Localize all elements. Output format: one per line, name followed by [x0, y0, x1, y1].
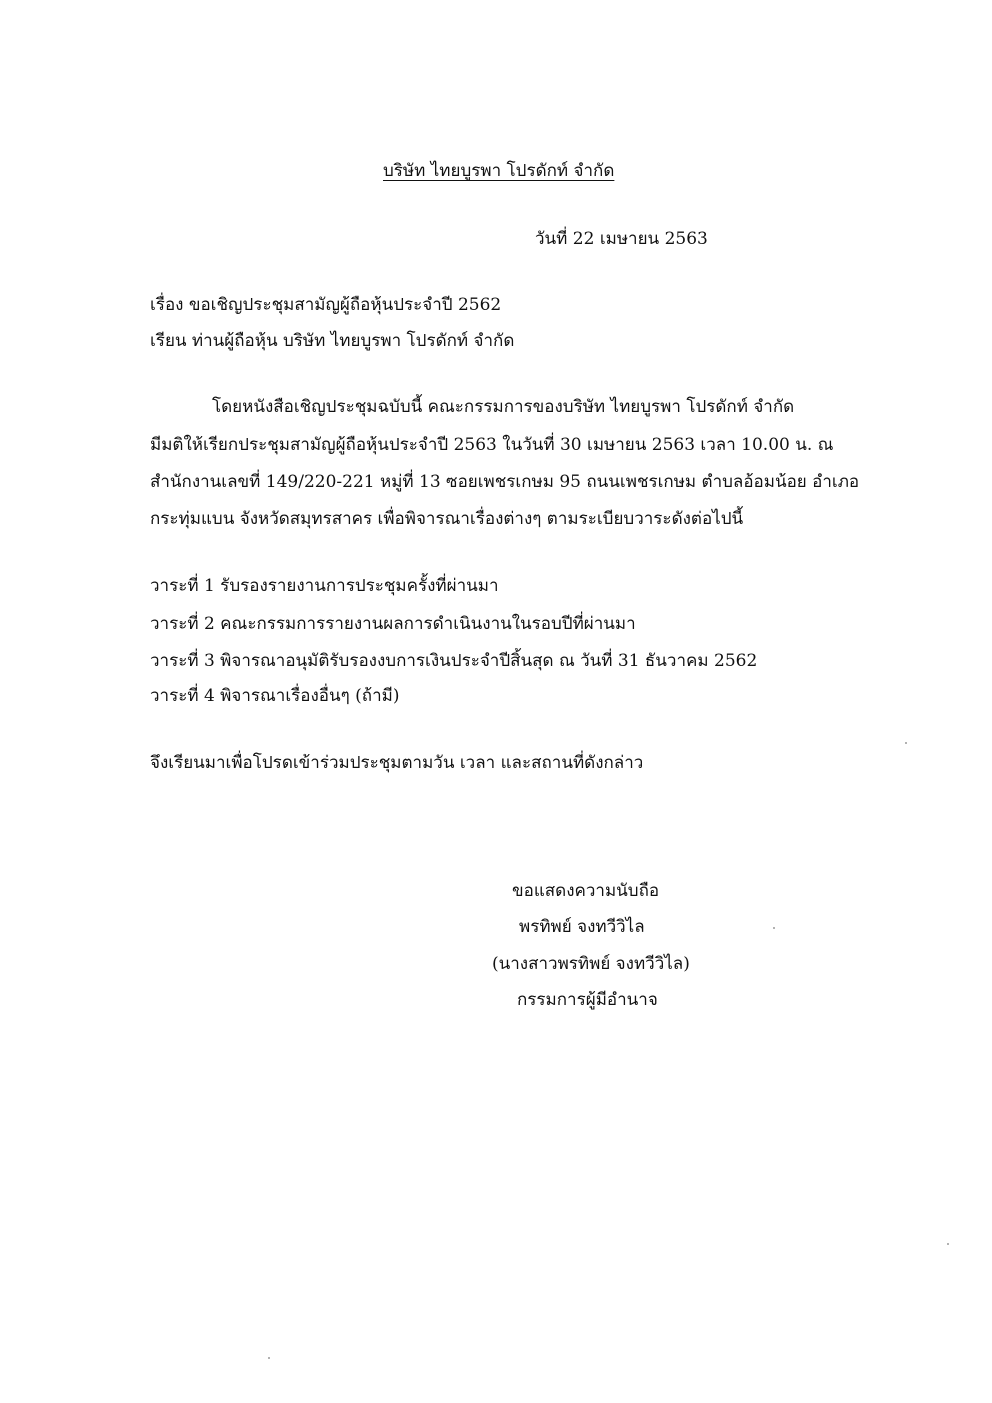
body-paragraph-line: มีมติให้เรียกประชุมสามัญผู้ถือหุ้นประจำปี 2563 ในวันที่ 30 เมษายน 2563 เวลา 10.00 น. ณ	[150, 435, 834, 455]
agenda-item: วาระที่ 1 รับรองรายงานการประชุมครั้งที่ผ่านมา	[150, 576, 499, 596]
letter-subject: เรื่อง ขอเชิญประชุมสามัญผู้ถือหุ้นประจำปี 2562	[150, 295, 502, 315]
scan-speck	[947, 1243, 949, 1245]
letter-recipient: เรียน ท่านผู้ถือหุ้น บริษัท ไทยบูรพา โปรดักท์ จำกัด	[150, 331, 515, 351]
signature-name: พรทิพย์ จงทวีวิไล	[519, 917, 645, 937]
body-paragraph-line: สำนักงานเลขที่ 149/220-221 หมู่ที่ 13 ซอยเพชรเกษม 95 ถนนเพชรเกษม ตำบลอ้อมน้อย อำเภอ	[150, 472, 860, 492]
company-title: บริษัท ไทยบูรพา โปรดักท์ จำกัด	[383, 161, 615, 181]
closing-sentence: จึงเรียนมาเพื่อโปรดเข้าร่วมประชุมตามวัน เวลา และสถานที่ดังกล่าว	[150, 753, 644, 773]
scan-speck	[773, 927, 775, 929]
scan-speck	[905, 742, 907, 744]
signature-regards: ขอแสดงความนับถือ	[512, 881, 660, 901]
letter-date: วันที่ 22 เมษายน 2563	[535, 229, 708, 249]
agenda-item: วาระที่ 3 พิจารณาอนุมัติรับรองงบการเงินประจำปีสิ้นสุด ณ วันที่ 31 ธันวาคม 2562	[150, 651, 758, 671]
body-paragraph-line: โดยหนังสือเชิญประชุมฉบับนี้ คณะกรรมการของบริษัท ไทยบูรพา โปรดักท์ จำกัด	[212, 397, 795, 417]
scan-speck	[268, 1357, 270, 1359]
signature-full-name: (นางสาวพรทิพย์ จงทวีวิไล)	[492, 954, 690, 974]
agenda-item: วาระที่ 4 พิจารณาเรื่องอื่นๆ (ถ้ามี)	[150, 686, 400, 706]
signature-position: กรรมการผู้มีอำนาจ	[517, 990, 658, 1010]
body-paragraph-line: กระทุ่มแบน จังหวัดสมุทรสาคร เพื่อพิจารณาเรื่องต่างๆ ตามระเบียบวาระดังต่อไปนี้	[150, 509, 744, 529]
agenda-item: วาระที่ 2 คณะกรรมการรายงานผลการดำเนินงานในรอบปีที่ผ่านมา	[150, 614, 636, 634]
